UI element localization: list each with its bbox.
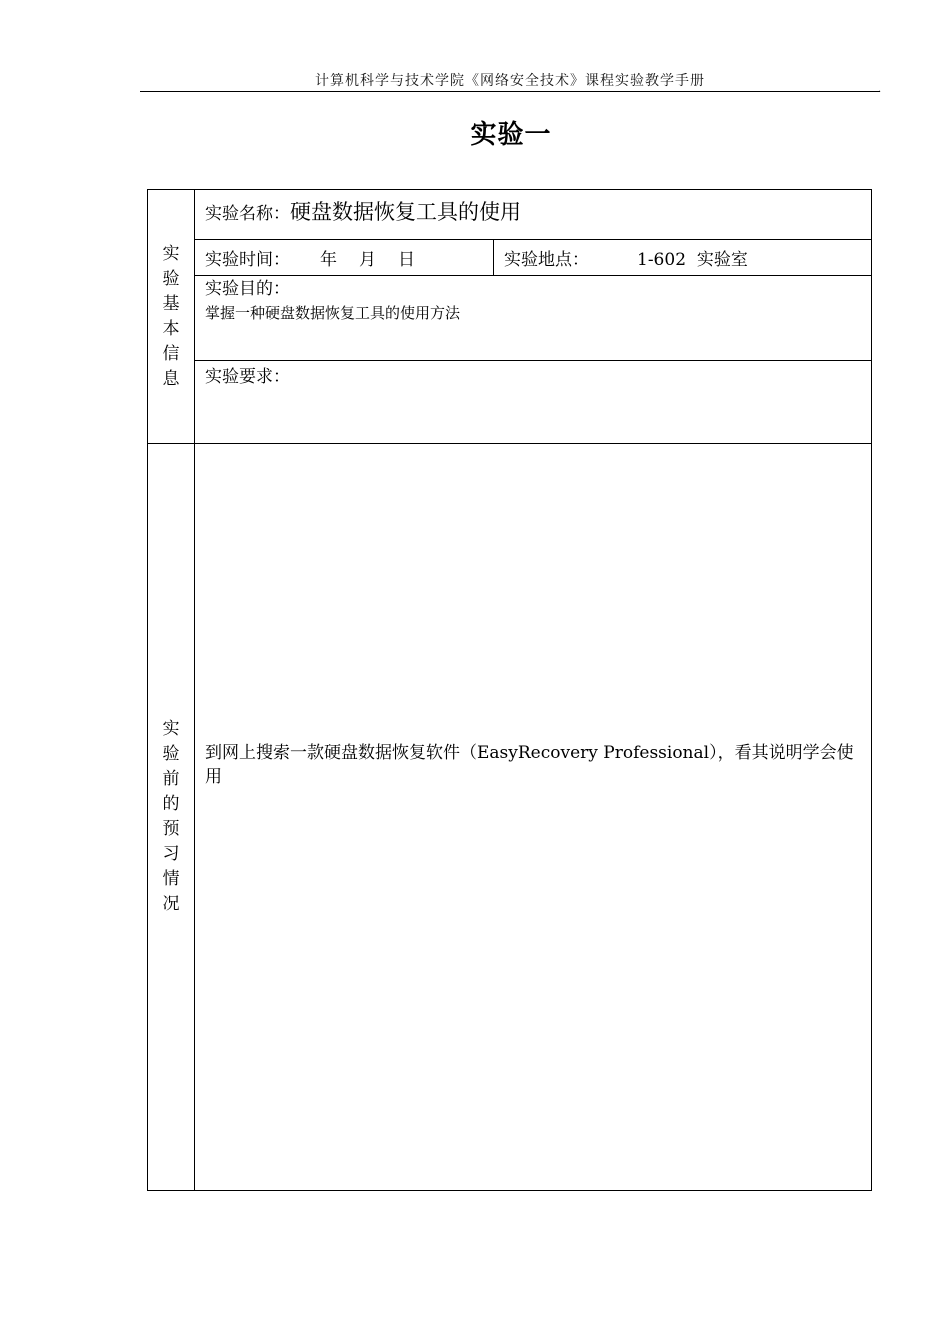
time-month: 月 [359, 250, 376, 270]
location-label: 实验地点： [504, 250, 589, 270]
header-mark: . [878, 84, 882, 95]
purpose-cell [195, 276, 872, 361]
time-cell [195, 240, 494, 276]
name-cell [195, 190, 872, 240]
requirement-cell [195, 361, 872, 444]
name-label: 实验名称： [205, 204, 290, 224]
requirement-row [148, 361, 872, 444]
name-value: 硬盘数据恢复工具的使用 [290, 200, 521, 224]
basic-info-side-cell [148, 190, 195, 444]
time-location-row [148, 240, 872, 276]
preview-side-cell [148, 444, 195, 1191]
time-label: 实验时间： [205, 250, 290, 270]
time-year: 年 [320, 250, 337, 270]
name-row [148, 190, 872, 240]
purpose-row [148, 276, 872, 361]
header-rule [140, 91, 880, 92]
location-cell [494, 240, 872, 276]
preview-content-cell [195, 444, 872, 1191]
experiment-form-table [147, 189, 872, 1191]
location-value: 1-602 实验室 [637, 250, 748, 270]
requirement-label: 实验要求： [205, 367, 290, 387]
time-day: 日 [398, 250, 415, 270]
preview-label: 实验前的预习情况 [162, 719, 180, 914]
purpose-value: 掌握一种硬盘数据恢复工具的使用方法 [205, 304, 461, 322]
page-title: 实验一 [470, 120, 552, 150]
preview-row [148, 444, 872, 1191]
basic-info-label: 实验基本信息 [162, 243, 180, 389]
running-header: 计算机科学与技术学院《网络安全技术》课程实验教学手册 [315, 73, 705, 89]
purpose-label: 实验目的： [205, 279, 290, 299]
preview-text: 到网上搜索一款硬盘数据恢复软件（EasyRecovery Professional），看其说明学会使用 [205, 743, 854, 787]
